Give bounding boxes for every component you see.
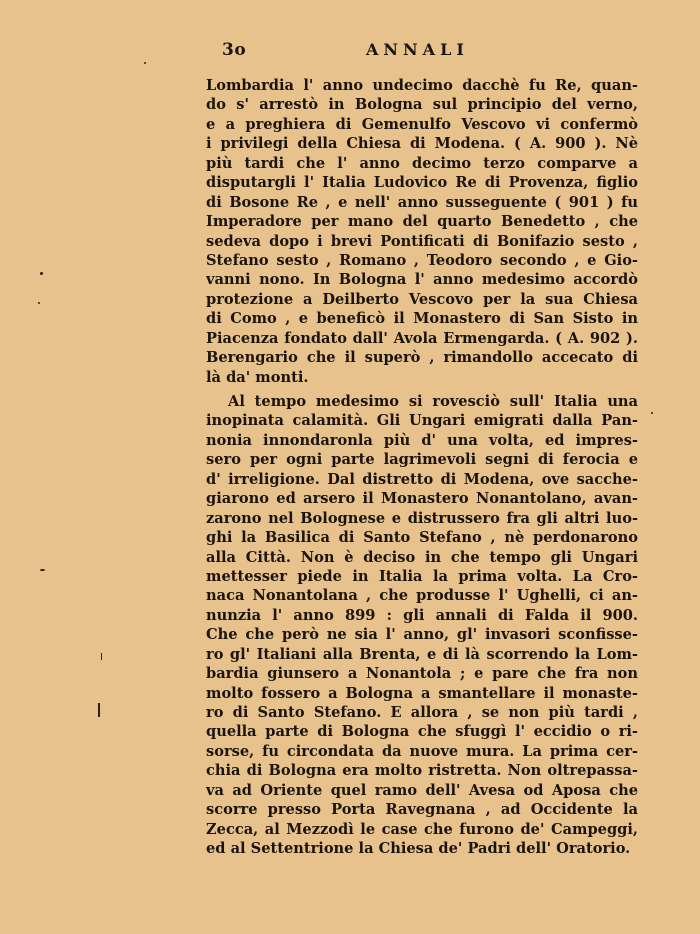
text-line: di Como , e beneficò il Monastero di San Sisto in: [206, 310, 638, 328]
text-line: sedeva dopo i brevi Pontificati di Bonifazio sesto ,: [206, 232, 638, 250]
text-line: i privilegi della Chiesa di Modena. ( A. 900 ). Nè: [206, 135, 638, 153]
text-line: mettesser piede in Italia la prima volta. La Cro-: [206, 567, 638, 585]
paragraph-1: [206, 76, 638, 387]
paper-speck: [101, 653, 102, 660]
text-line: nonia innondaronla più d' una volta, ed impres-: [206, 431, 638, 449]
text-line: giarono ed arsero il Monastero Nonantolano, avan-: [206, 490, 638, 508]
paper-speck: [651, 412, 653, 414]
text-line: naca Nonantolana , che produsse l' Ughelli, ci an-: [206, 587, 638, 605]
text-line: di Bosone Re , e nell' anno susseguente ( 901 ) fu: [206, 193, 638, 211]
paper-speck: [40, 569, 45, 571]
text-line: va ad Oriente quel ramo dell' Avesa od Aposa che: [206, 781, 638, 799]
text-line: molto fossero a Bologna a smantellare il monaste-: [206, 684, 638, 702]
text-line: bardia giunsero a Nonantola ; e pare che fra non: [206, 665, 638, 683]
text-line: d' irreligione. Dal distretto di Modena, ove sacche-: [206, 470, 638, 488]
text-line: più tardi che l' anno decimo terzo comparve a: [206, 154, 638, 172]
text-line: zarono nel Bolognese e distrussero fra gli altri luo-: [206, 509, 638, 527]
text-line: do s' arrestò in Bologna sul principio del verno,: [206, 96, 638, 114]
text-line: Lombardia l' anno undecimo dacchè fu Re, quan-: [206, 77, 638, 94]
text-line: protezione a Deilberto Vescovo per la sua Chiesa: [206, 290, 638, 308]
body-text: [206, 76, 638, 859]
text-line: Piacenza fondato dall' Avola Ermengarda. ( A. 902 ).: [206, 329, 638, 347]
text-line: vanni nono. In Bologna l' anno medesimo accordò: [206, 271, 638, 289]
text-line: alla Città. Non è deciso in che tempo gli Ungari: [206, 548, 638, 566]
text-line: ro di Santo Stefano. E allora , se non più tardi ,: [206, 704, 638, 721]
text-line: sero per ogni parte lagrimevoli segni di ferocia e: [206, 451, 638, 469]
text-line: Stefano sesto , Romano , Teodoro secondo , e Gio-: [206, 251, 638, 269]
text-line: Che che però ne sia l' anno, gl' invasori sconfisse-: [206, 626, 638, 644]
text-line: e a preghiera di Gemenulfo Vescovo vi confermò: [206, 115, 638, 133]
text-line: ghi la Basilica di Santo Stefano , nè perdonarono: [206, 529, 638, 547]
text-line: scorre presso Porta Ravegnana , ad Occidente la: [206, 801, 638, 819]
text-line: Berengario che il superò , rimandollo accecato di: [206, 349, 638, 367]
running-title: ANNALI: [366, 40, 469, 59]
text-line: sorse, fu circondata da nuove mura. La prima cer-: [206, 742, 638, 760]
paper-speck: [98, 703, 100, 717]
text-line: ed al Settentrione la Chiesa de' Padri dell' Oratorio.: [206, 840, 631, 858]
text-line: chia di Bologna era molto ristretta. Non oltrepassa-: [206, 762, 638, 780]
paper-speck: [38, 302, 40, 304]
text-line: là da' monti.: [206, 368, 309, 386]
text-line: nunzia l' anno 899 : gli annali di Falda il 900.: [206, 606, 638, 624]
text-line: disputargli l' Italia Ludovico Re di Provenza, figlio: [206, 174, 638, 192]
paper-speck: [40, 272, 43, 275]
text-line: Zecca, al Mezzodì le case che furono de' Campeggi,: [206, 820, 638, 838]
paragraph-2: [206, 392, 638, 859]
text-line: inopinata calamità. Gli Ungari emigrati dalla Pan-: [206, 412, 638, 430]
text-line: ro gl' Italiani alla Brenta, e di là scorrendo la Lom-: [206, 645, 638, 663]
page-number: 3o: [222, 40, 247, 60]
text-line: quella parte di Bologna che sfuggì l' eccidio o ri-: [206, 723, 638, 741]
text-line: Al tempo medesimo si rovesciò sull' Italia una: [228, 393, 638, 410]
text-line: Imperadore per mano del quarto Benedetto , che: [206, 213, 638, 231]
paper-speck: [144, 62, 146, 64]
